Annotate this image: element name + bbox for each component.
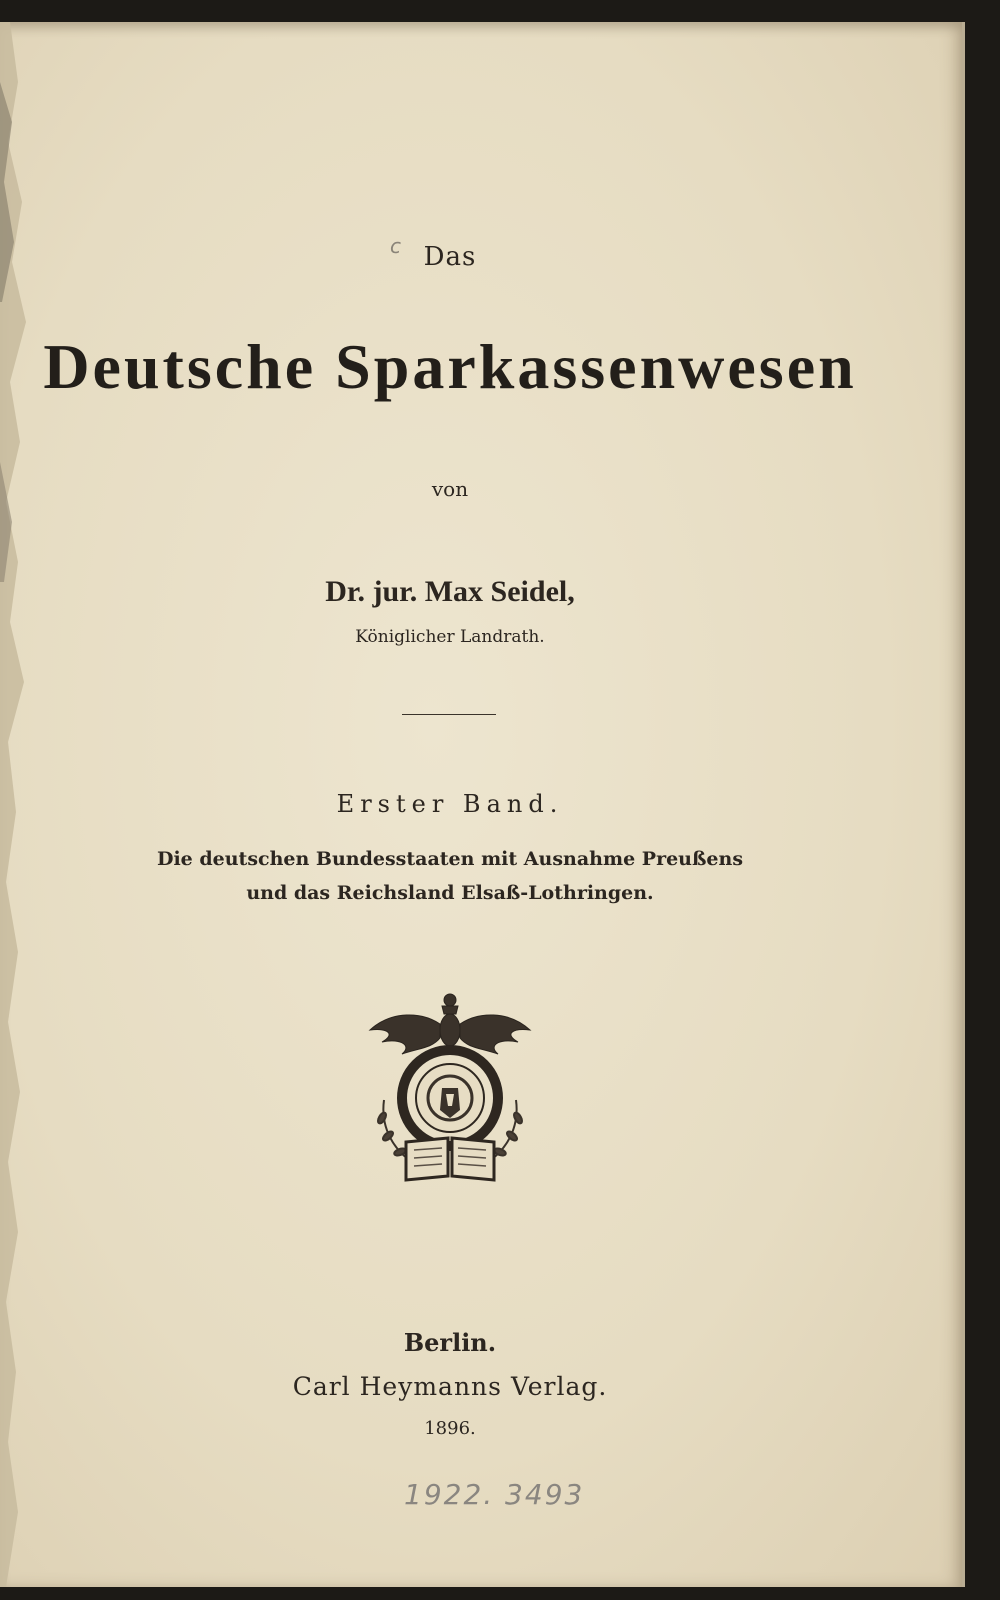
subtitle-line-2: und das Reichsland Elsaß-Lothringen. — [246, 882, 654, 904]
author-name: Dr. jur. Max Seidel, — [325, 575, 575, 608]
publication-city: Berlin. — [403, 1328, 497, 1357]
subtitle-line-1: Die deutschen Bundesstaaten mit Ausnahme Preußens — [156, 848, 744, 870]
handwritten-shelfmark: 1922. 3493 — [404, 1478, 585, 1511]
pencil-mark: c — [390, 234, 401, 258]
divider-rule — [402, 714, 496, 715]
publisher-name: Carl Heymanns Verlag. — [292, 1372, 608, 1401]
book-title: Deutsche Sparkassenwesen — [43, 331, 857, 402]
title-page — [0, 22, 965, 1587]
publication-year: 1896. — [424, 1418, 476, 1439]
title-article: Das — [423, 242, 477, 272]
volume-label: Erster Band. — [336, 790, 564, 818]
author-title: Königlicher Landrath. — [355, 627, 545, 647]
publisher-emblem — [362, 990, 538, 1190]
by-line: von — [431, 477, 469, 501]
